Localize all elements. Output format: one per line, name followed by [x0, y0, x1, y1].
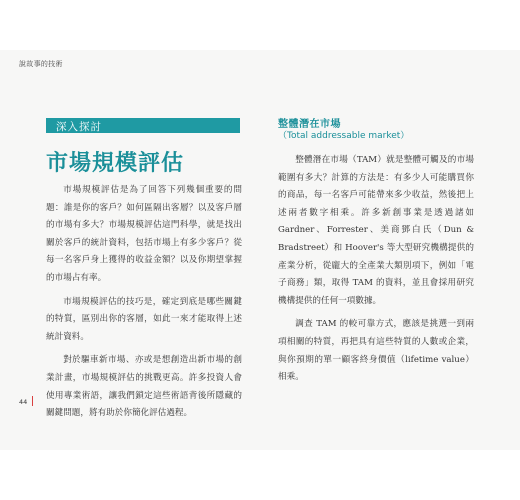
left-paragraph-1: 市場規模評估是為了回答下列幾個重要的問題：誰是你的客戶？如何區隔出客層？以及客戶層的市場有多大？市場規模評估這門科學，就是找出關於客戶的統計資料，包括市場上有多少客戶？從每一名客戶身上獲得的收益金額？以及你期望掌握的市場占有率。 [46, 185, 242, 283]
left-paragraph-3: 對於驅車新市場、亦或是想創造出新市場的創業計畫，市場規模評估的挑戰更高。許多投資人會使用專業術語，讓我們鎖定這些術語背後所隱藏的關鍵問題，將有助於你簡化評估過程。 [46, 355, 242, 419]
section-label: 深入探討 [56, 121, 102, 133]
page-title: 市場規模評估 [46, 151, 185, 176]
right-column [278, 152, 474, 393]
subsection-heading: 整體潛在市場 [278, 119, 341, 130]
left-column [46, 182, 242, 429]
running-head: 說故事的技術 [19, 60, 63, 68]
right-paragraph-2: 調查 TAM 的較可靠方式，應該是挑選一到兩項相關的特質，再把具有這些特質的人數或企業，與你預期的單一顧客終身價值（lifetime value）相乘。 [278, 319, 474, 383]
page-number-mark [32, 396, 33, 406]
page-number: 44 [19, 398, 28, 406]
right-paragraph-1: 整體潛在市場（TAM）就是整體可觸及的市場範圍有多大？計算的方法是：有多少人可能購買你的商品，每一名客戶可能帶來多少收益，然後把上述兩者數字相乘。許多新創事業是透過諸如 Gardner、Forrester、美商鄧白氏（Dun & Bradstreet）和 Hoover's 等大型研究機構提供的產業分析，從龐大的全產業大類別項下，例如「電子商務」類，取得 TAM 的資料，並且會採用研究機構提供的任何一項數據。 [278, 155, 474, 306]
left-paragraph-2: 市場規模評估的技巧是，確定到底是哪些關鍵的特質，區別出你的客層，如此一來才能取得上述統計資料。 [46, 296, 242, 342]
subsection-subheading: （Total addressable market） [278, 131, 410, 141]
section-banner [46, 118, 240, 133]
